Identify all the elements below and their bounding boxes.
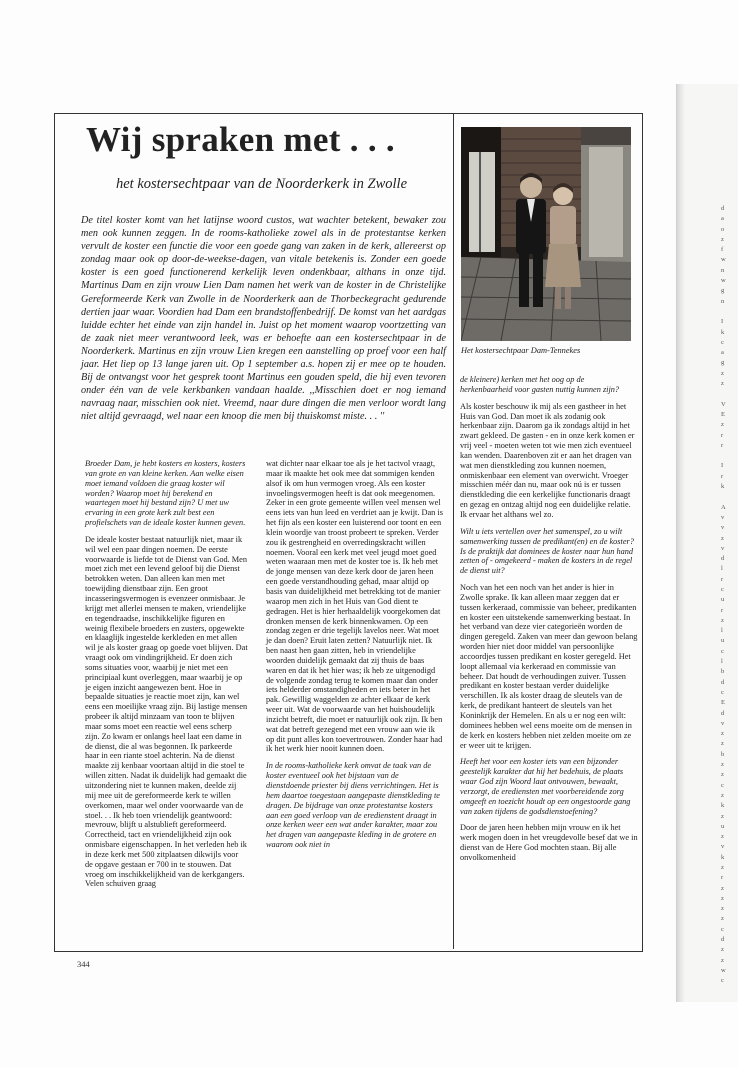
column-divider <box>453 114 454 949</box>
next-page-text-fragment: d a o z f w n w g n I k c a g z z V E z r r I r k A v v z v d l r c u r z l u c l b d c E d v z z b z z c z k z u z v k z r z z z z c d z z w c <box>721 205 726 985</box>
question-paragraph: Broeder Dam, je hebt kosters en kosters, kosters van grote en van kleine kerken. Aan welke eisen moet iemand voldoen die graag koster wil worden? Waarop moet hij berekend en waartegen moet hij bestand zijn? U met uw ervaring in een grote kerk zult best een profielschets van de ideale koster kunnen geven. <box>85 459 246 528</box>
article-subtitle: het kostersechtpaar van de Noorderkerk in Zwolle <box>116 176 408 192</box>
text-column-1 <box>85 459 248 896</box>
text-column-3 <box>460 375 638 870</box>
question-paragraph: Wilt u iets vertellen over het samenspel, zo u wilt samenwerking tussen de predikant(en) en de koster? Is de praktijk dat dominees de koster naar hun hand zetten of - omgekeerd - maken de kosters in de regel de dienst uit? <box>460 526 634 576</box>
page-number: 344 <box>77 959 90 969</box>
answer-paragraph: wat dichter naar elkaar toe als je het tactvol vraagt, maar ik maakte het ook mee dat sommigen kenden alsof ik om hun vermogen vroeg. Als een koster invoelingsvermogen heeft is dat ook meegenomen. Zeker in een grote gemeente willen veel mensen wel eens iets van hun leed en verdriet aan je kwijt. Dan is het fijn als een koster een luisterend oor toont en een klein woordje van troost probeert te spreken. Verder zou ik gestrengheid en overredingskracht willen noemen. Vooral een kerk met veel jeugd moet goed weten waaraan men met de koster toe is. Ik heb met de jonge mensen van deze kerk door de jaren heen een goede verstandhouding gehad, maar altijd op basis van duidelijkheid met betrekking tot de manier waarop men zich in het Huis van God dient te gedragen. Het is hier herhaaldelijk voorgekomen dat dronken mensen de kerk binnenkwamen. Op een zondag zegen er drie tegelijk lavelos neer. Wat moet je dan doen? Eruit laten zetten? Natuurlijk niet. Ik ben naast hen gaan zitten, heb in vriendelijke woorden duidelijk gemaakt dat zij thuis de baas waren en dat ik het hier was; ik heb ze uitgenodigd de volgende zondag terug te komen maar dan onder iets helderder omstandigheden en iets beter in het pak. Gewillig waggelden ze achter elkaar de kerk weer uit. Wat de voorwaarde van het huishoudelijk inzicht betreft, die moet er natuurlijk ook zijn. Ik ben wat dat betreft gezegend met een vrouw aan wie ik op dit punt alles kon toevertrouwen. Zonder haar had ik het werk hier nooit kunnen doen. <box>266 459 443 754</box>
photo-illustration <box>461 127 631 341</box>
question-paragraph: In de rooms-katholieke kerk omvat de taak van de koster eventueel ook het bijstaan van de dienstdoende priester bij diens verrichtingen. Het is hem daartoe toegestaan aangepaste dienstkleding te dragen. De bijdrage van onze protestantse kosters aan een goed verloop van de eredienstent draagt in onze kerken weer een wat ander karakter, maar zou het dragen van aangepaste kleding in de grotere en waarom ook niet in <box>266 761 440 850</box>
question-paragraph: Heeft het voor een koster iets van een bijzonder geestelijk karakter dat hij het bedehuis, de plaats waar God zijn Woord laat ontvouwen, bewaakt, verzorgt, de erediensten met voorbereidende zorg omgeeft en toezicht houdt op een ongestoorde gang van zaken tijdens de godsdienstoefening? <box>460 757 631 816</box>
page-gutter-shadow <box>677 84 685 1002</box>
answer-paragraph: De ideale koster bestaat natuurlijk niet, maar ik wil wel een paar dingen noemen. De eerste voorwaarde is liefde tot de Dienst van God. Men moet zich met een levend geloof bij die Dienst betrokken weten. Dan alleen kan men met toewijding dienstbaar zijn. Een groot incasseringsvermogen is evenzeer onmisbaar. Je krijgt met allerlei mensen te maken, vriendelijke en tegendraadse, inschikkelijke figuren en weinig flexibele broeders en zusters, opgewekte en klaaglijk ingestelde kerkleden en met allen wil je als koster graag op goede voet blijven. Dat vraagt ook om vindingrijkheid. Er doen zich soms situaties voor, waarbij je niet met een principiaal kunt overleggen, maar waarbij je op je eigen inzicht aangewezen bent. Hoe in bepaalde situaties je reactie moet zijn, kan wel eens een moeilijke vraag zijn. Bij lastige mensen probeer ik altijd minzaam van toon te blijven maar soms moet een reactie wel eens scherp zijn. Zo kwam er onlangs heel laat een dame in de dienst, die al was begonnen. Ik parkeerde haar in een riante stoel achterin. Na de dienst maakte zij kenbaar voortaan altijd in die stoel te willen zitten. Nadat ik duidelijk had gemaakt die uitzondering niet te kunnen maken, deelde zij mij mee uit de gereformeerde kerk te willen overkomen, maar wel onder voorwaarde van de stoel. . . Ik heb toen vriendelijk geantwoord: mevrouw, blijft u alstublieft gereformeerd. Correctheid, tact en vriendelijkheid zijn ook onmisbare eigenschappen. In het verleden heb ik in deze kerk met 500 zitplaatsen dikwijls voor de opgave gestaan er 700 in te stouwen. Dat vroeg om inschikkelijkheid van de kerkgangers. Velen schuiven graag <box>85 534 248 889</box>
question-paragraph: de kleinere) kerken met het oog op de herkenbaarheid voor gasten nuttig kunnen zijn? <box>460 375 620 394</box>
article-title: Wij spraken met . . . <box>86 120 395 159</box>
couple-photo <box>461 127 631 341</box>
answer-paragraph: Als koster beschouw ik mij als een gastheer in het Huis van God. Dan moet ik als zodanig ook herkenbaar zijn. Daarom ga ik zondags altijd in het zwart gekleed. De gasten - en in onze kerk komen er vrij veel - moeten weten tot wie men zich eventueel kan wenden. Daarenboven zit er aan het dragen van wat men dienstkleding zou kunnen noemen, onmiskenbaar een element van overwicht. Vroeger misschien méér dan nu, maar ook nú is er tussen dienstkleding die een kerkelijke functionaris draagt en gezag en ontzag altijd nog een duidelijke relatie. Ik ervaar het althans wel zo. <box>460 401 635 519</box>
article-intro: De titel koster komt van het latijnse woord custos, wat wachter betekent, bewaker zou men ook kunnen zeggen. In de rooms-katholieke zowel als in de protestantse kerken vervult de koster een functie die voor een goede gang van zaken in de kerk, allereerst op zondag maar ook op door-de-weekse-dagen, van vitale betekenis is. Zonder een goede koster is een goed functionerend kerkelijk leven ondenkbaar, althans in onze tijd. Martinus Dam en zijn vrouw Lien Dam namen het werk van de koster in de Christelijke Gereformeerde Kerk van Zwolle in de Noorderkerk aan de Thorbeckegracht gedurende dertien jaar waar. Voordien had Dam een brandstoffenbedrijf. De komst van het aardgas luidde echter het einde van zijn handel in. Juist op het moment waarop voortzetting van de zaak niet meer verantwoord leek, was er behoefte aan een kostersechtpaar in de Noorderkerk. Martinus en zijn vrouw Lien kregen een aanstelling op proef voor een half jaar. Het liep op 13 lange jaren uit. Op 1 september a.s. hopen zij er mee op te houden. Bij de ontvangst voor het gesprek toont Martinus een gouden speld, die hij even tevoren onder één van de vele kerkbanken vandaan haalde. ,,Misschien doet er nog iemand navraag naar, misschien ook niet. Vreemd, naar dure dingen die men verloor wordt lang niet altijd gevraagd, wel naar een knoop die men bij thuiskomst miste. . . '' <box>81 215 446 423</box>
answer-paragraph: Noch van het een noch van het ander is hier in Zwolle sprake. Ik kan alleen maar zeggen dat er tussen kerkeraad, commissie van beheer, predikanten en koster een uitstekende samenwerking bestaat. In het verband van deze vier categorieën worden de dingen geregeld. Zaken van meer dan gewoon belang worden hier niet door middel van persoonlijke accoordjes tussen predikant en koster geregeld. Het loopt allemaal via kerkeraad en commissie van beheer. Dat houdt de verhoudingen zuiver. Tussen predikant en koster bestaan verder duidelijke verschillen. Ik als koster draag de sleutels van de kerk, de predikant hanteert de sleutels van het Koninkrijk der Hemelen. En als u er nog een wilt: dominees hebben wel eens moeite om de mensen in de kerk en kosters hebben niet zelden moeite om ze er weer uit te krijgen. <box>460 583 638 750</box>
next-page-edge <box>676 84 738 1002</box>
text-column-2 <box>266 459 444 857</box>
answer-paragraph: Door de jaren heen hebben mijn vrouw en ik het werk mogen doen in het vreugdevolle besef dat we in dienst van de Here God mochten staan. Bij alle onvolkomenheid <box>460 823 638 862</box>
photo-caption: Het kostersechtpaar Dam-Tennekes <box>461 346 581 355</box>
